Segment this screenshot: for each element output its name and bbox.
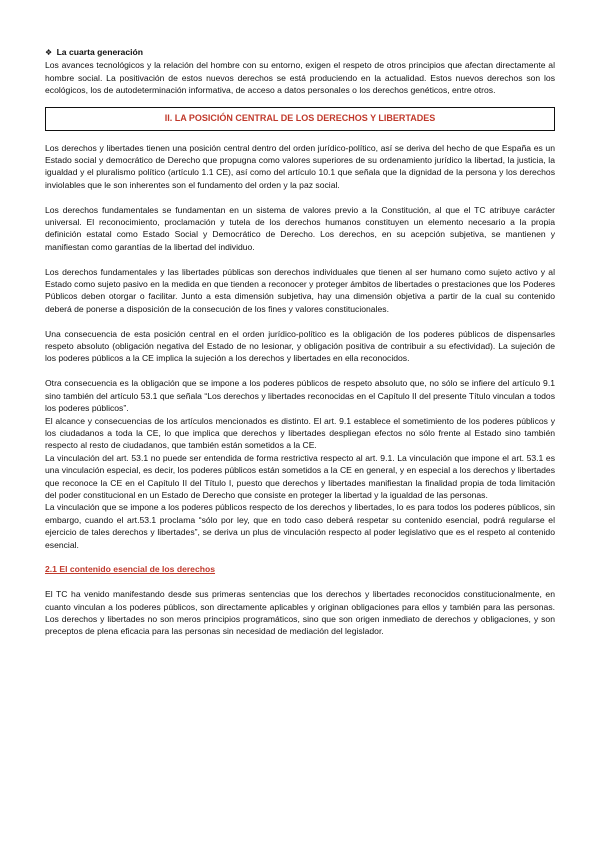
generation-text: Los avances tecnológicos y la relación del hombre con su entorno, exigen el respeto de otros principios que afectan directamente al hombre social. La positivación de estos nuevos derechos se está produciendo en la actualidad. Estos nuevos derechos son los ecológicos, los de autodeterminación informativa, de acceso a datos personales o los derechos genéticos, entre otros. [45, 60, 555, 96]
subsection-heading [45, 563, 555, 575]
subsection-title: 2.1 El contenido esencial de los derechos [45, 564, 216, 575]
final-paragraph: El TC ha venido manifestando desde sus primeras sentencias que los derechos y libertades reconocidos constitucionalmente, en cuanto vinculan a los poderes públicos, son directamente aplicables y originan obligaciones para ellos y también para las personas. Los derechos y libertades no son meros principios programáticos, sino que son origen inmediato de derechos y obligaciones, y son preceptos de plena eficacia para las personas sin necesidad de mediación del legislador. [45, 589, 555, 637]
paragraph-6: El alcance y consecuencias de los artículos mencionados es distinto. El art. 9.1 establece el sometimiento de los poderes públicos y los ciudadanos a toda la CE, lo que implica que derechos y libertades despliegan efectos no sólo frente al Estado sino también respecto al resto de ciudadanos, que también están sometidos a la CE. [45, 415, 555, 451]
diamond-bullet-icon: ❖ [45, 48, 53, 57]
section-title-box [45, 107, 555, 131]
paragraph-5: Otra consecuencia es la obligación que se impone a los poderes públicos de respeto absoluto que, no sólo se infiere del artículo 9.1 sino también del artículo 53.1 que señala “Los derechos y libertades reconocidas en el Capítulo II del presente Título vinculan a todos los poderes públicos”. [45, 378, 555, 414]
section-title: II. LA POSICIÓN CENTRAL DE LOS DERECHOS Y LIBERTADES [164, 113, 436, 124]
paragraph-2: Los derechos fundamentales se fundamentan en un sistema de valores previo a la Constitución, al que el TC atribuye carácter universal. El reconocimiento, proclamación y tutela de los derechos humanos constituyen un elemento necesario a la propia definición estatal como Estado Social y Democrático de Derecho. Los derechos, en su acepción subjetiva, se mantienen y manifiestan como garantías de la libertad del individuo. [45, 204, 555, 252]
generation-title: La cuarta generación [56, 47, 144, 57]
paragraph-1: Los derechos y libertades tienen una posición central dentro del orden jurídico-político, así se deriva del hecho de que España es un Estado social y democrático de Derecho que propugna como valores superiores de su ordenamiento jurídico la libertad, la justicia, la igualdad y el pluralismo político (artículo 1.1 CE), así como del artículo 10.1 que señala que la dignidad de la persona y los derechos inviolables que le son inherentes son el fundamento del orden y la paz social. [45, 142, 555, 190]
document-content [45, 46, 555, 638]
generation-heading [45, 46, 555, 59]
paragraph-7: La vinculación del art. 53.1 no puede ser entendida de forma restrictiva respecto al art. 9.1. La vinculación que impone el art. 53.1 es una vinculación especial, es decir, los poderes públicos están sometidos a la CE en general, y en especial a los derechos y libertades que reconoce la CE en el Capítulo II del Título I, puesto que derechos y libertades manifiestan la finalidad propia de toda limitación del poder constitucional en un Estado de Derecho que consiste en proteger la libertad y la igualdad de las personas. [45, 452, 555, 500]
paragraph-4: Una consecuencia de esta posición central en el orden jurídico-político es la obligación de los poderes públicos de dispensarles respeto absoluto (obligación negativa del Estado de no lesionar, y obligación positiva de contribuir a su efectividad). La sujeción de los poderes públicos a la CE implica la sujeción a los derechos y libertades en ella reconocidos. [45, 328, 555, 364]
paragraph-3: Los derechos fundamentales y las libertades públicas son derechos individuales que tienen al ser humano como sujeto activo y al Estado como sujeto pasivo en la medida en que tienden a reconocer y proteger ámbitos de libertades o prestaciones que los Poderes Públicos deben otorgar o facilitar. Junto a esta dimensión subjetiva, hay una dimensión objetiva a partir de la cual su contenido deberá de ponerse a disposición de la consecución de los fines y valores constitucionales. [45, 266, 555, 314]
paragraph-8: La vinculación que se impone a los poderes públicos respecto de los derechos y libertades, lo es para todos los poderes públicos, sin embargo, cuando el art.53.1 proclama “sólo por ley, que en todo caso deberá respetar su contenido esencial, podrá regularse el ejercicio de tales derechos y libertades”, se deriva un plus de vinculación respecto al poder legislativo que es el respeto al contenido esencial. [45, 502, 555, 550]
